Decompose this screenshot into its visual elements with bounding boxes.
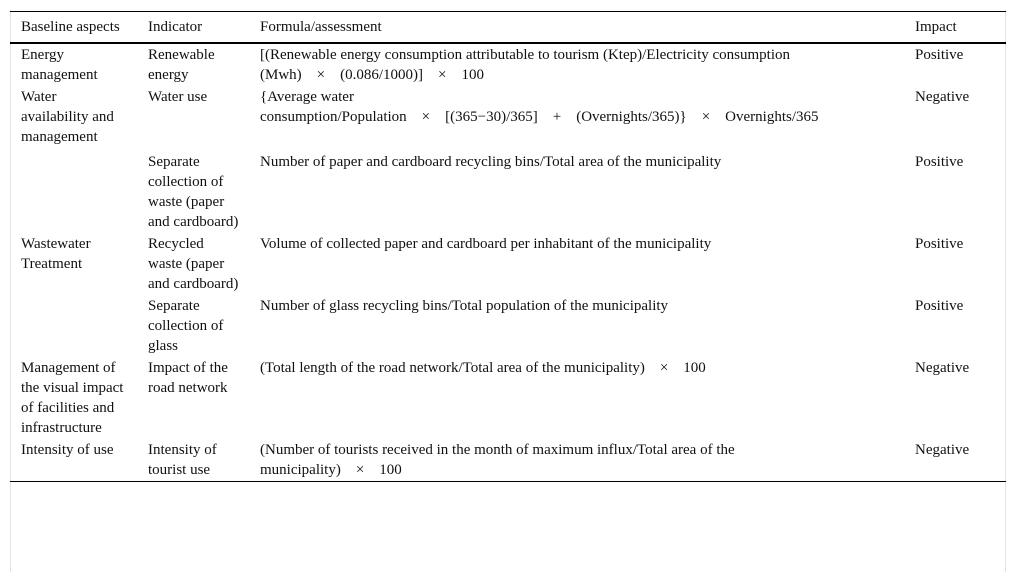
indicators-table: [10, 11, 1006, 482]
cell-formula: [249, 43, 904, 86]
formula-line: Number of paper and cardboard recycling bins/Total area of the municipality: [260, 154, 722, 170]
header-indicator: Indicator: [137, 12, 249, 44]
table-row: [10, 439, 1006, 482]
cell-aspect: Water availability and management: [21, 89, 114, 145]
cell-formula: [249, 86, 904, 151]
cell-formula: [249, 151, 904, 233]
cell-indicator: Separate collection of glass: [148, 298, 224, 354]
cell-indicator: Renewable energy: [148, 47, 215, 83]
header-row: [10, 12, 1006, 44]
cell-aspect: [10, 295, 137, 357]
cell-impact: Positive: [915, 236, 964, 252]
table-row: [10, 43, 1006, 86]
table-body: [10, 43, 1006, 482]
cell-formula: [249, 233, 904, 295]
cell-aspect: [10, 151, 137, 233]
table-row: [10, 295, 1006, 357]
table-row: [10, 357, 1006, 439]
cell-indicator: Separate collection of waste (paper and cardboard): [148, 154, 239, 230]
cell-indicator: Recycled waste (paper and cardboard): [148, 236, 239, 292]
cell-impact: Positive: [915, 154, 964, 170]
formula-line: (Total length of the road network/Total area of the municipality) × 100: [260, 360, 706, 376]
formula-line: consumption/Population × [(365−30)/365] + (Overnights/365)} × Overnights/365: [260, 109, 819, 125]
formula-line: municipality) × 100: [260, 462, 402, 478]
table-row: [10, 233, 1006, 295]
cell-impact: Positive: [915, 47, 964, 63]
header-impact: Impact: [904, 12, 1006, 44]
cell-aspect: Energy management: [21, 47, 98, 83]
formula-line: (Number of tourists received in the month of maximum influx/Total area of the: [260, 442, 735, 458]
table-row: [10, 86, 1006, 151]
formula-line: Volume of collected paper and cardboard per inhabitant of the municipality: [260, 236, 712, 252]
cell-aspect: Intensity of use: [10, 439, 137, 482]
cell-impact: Negative: [915, 360, 970, 376]
cell-indicator: Intensity of tourist use: [137, 439, 249, 482]
cell-indicator: Water use: [148, 89, 208, 105]
table-row: [10, 151, 1006, 233]
cell-aspect: Management of the visual impact of facilities and infrastructure: [21, 360, 124, 436]
cell-formula: [249, 295, 904, 357]
cell-impact: Negative: [915, 89, 970, 105]
header-formula: Formula/assessment: [249, 12, 904, 44]
formula-line: {Average water: [260, 89, 354, 105]
cell-aspect: Wastewater Treatment: [21, 236, 91, 272]
formula-line: Number of glass recycling bins/Total population of the municipality: [260, 298, 669, 314]
cell-impact: Positive: [915, 298, 964, 314]
cell-impact: Negative: [904, 439, 1006, 482]
formula-line: (Mwh) × (0.086/1000)] × 100: [260, 67, 484, 83]
header-baseline-aspects: Baseline aspects: [10, 12, 137, 44]
cell-indicator: Impact of the road network: [148, 360, 228, 396]
cell-formula: [249, 357, 904, 439]
formula-line: [(Renewable energy consumption attributable to tourism (Ktep)/Electricity consumption: [260, 47, 791, 63]
table-header: [10, 12, 1006, 44]
cell-formula: [249, 439, 904, 482]
